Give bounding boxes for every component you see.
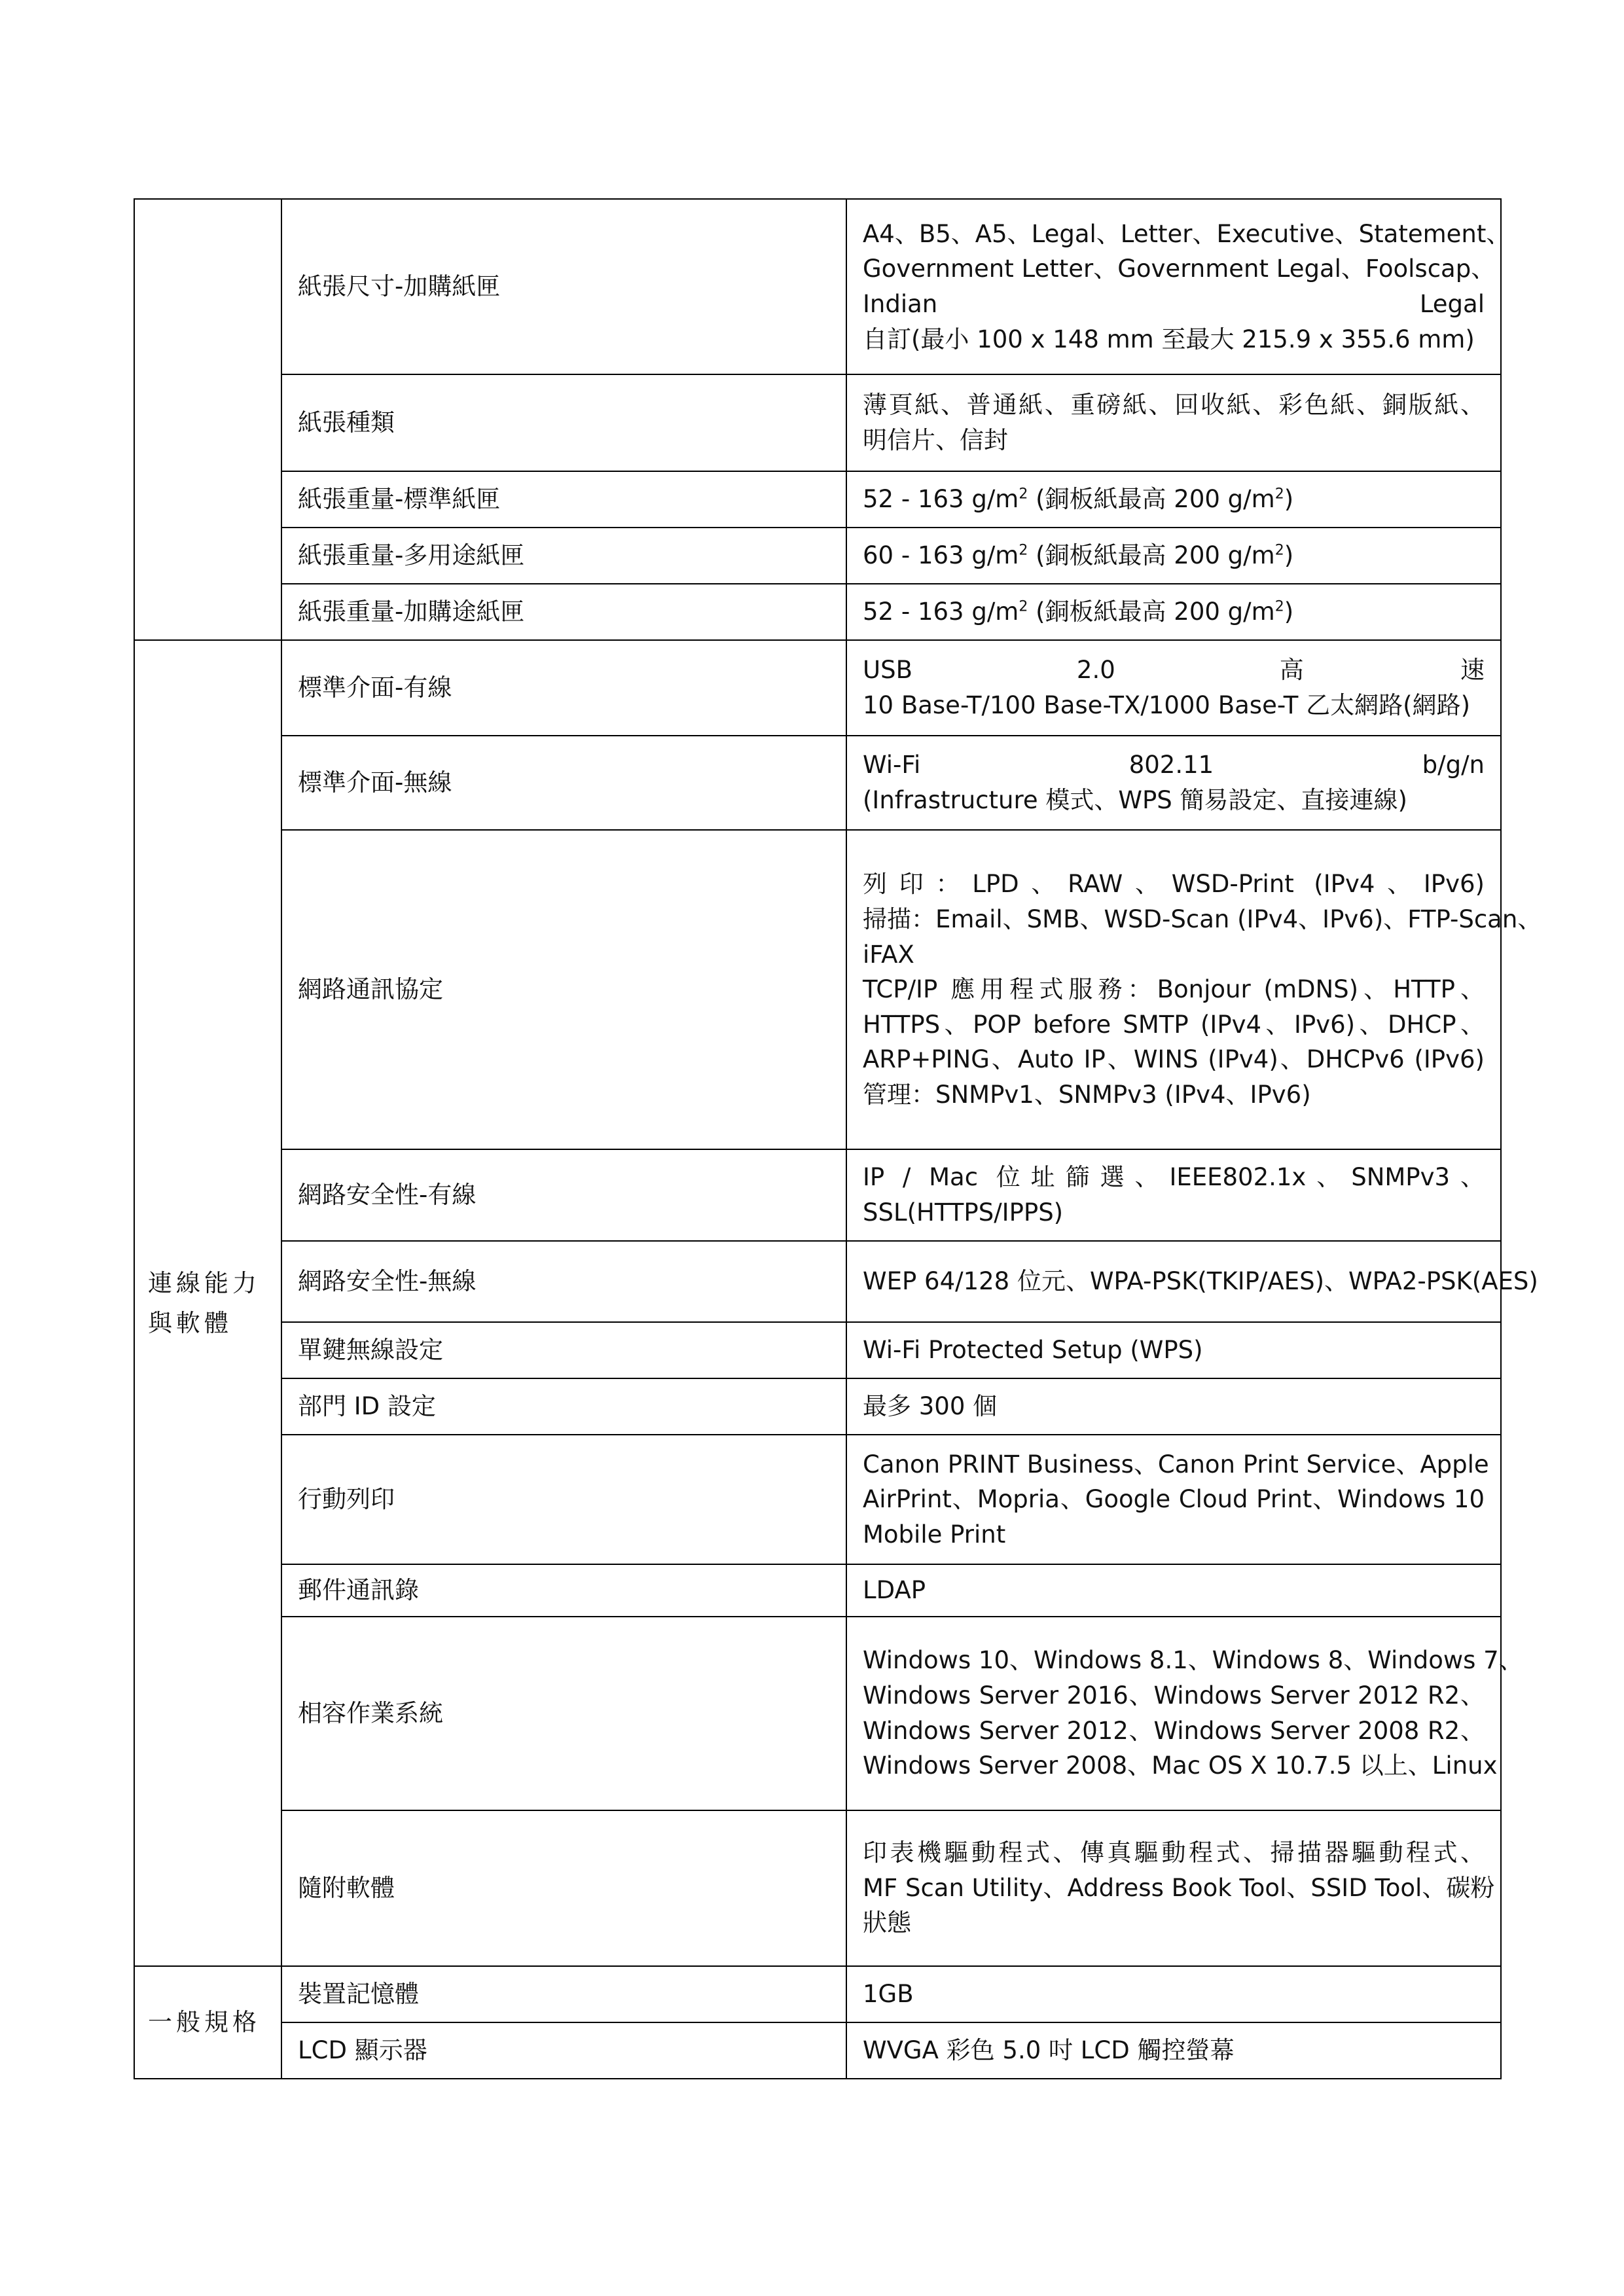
spec-value-line: A4、B5、A5、Legal、Letter、Executive、Statement、 [863,219,1511,248]
paper-weight-value [863,538,1485,573]
weight-close-paren: ) [1284,485,1294,514]
spec-value-line: HTTPS、POP before SMTP (IPv4、IPv6)、DHCP、 [863,1010,1485,1039]
superscript-2: 2 [1019,598,1028,615]
superscript-2: 2 [1019,542,1028,559]
spec-label: 紙張種類 [281,374,846,471]
spec-label: 單鍵無線設定 [281,1322,846,1378]
spec-label: 紙張重量-標準紙匣 [281,471,846,528]
spec-row [134,1322,1501,1378]
spec-value [846,736,1501,830]
spec-value [846,2022,1501,2079]
spec-value-line: LDAP [863,1576,926,1604]
spec-value [846,1322,1501,1378]
spec-value-line: 掃描：Email、SMB、WSD-Scan (IPv4、IPv6)、FTP-Scan、 [863,905,1542,933]
spec-value-line: AirPrint、Mopria、Google Cloud Print、Windows 10 [863,1485,1485,1514]
spec-value [846,1966,1501,2022]
weight-coated-max: (銅板紙最高 200 g/m [1028,485,1275,514]
spec-value-line: WEP 64/128 位元、WPA-PSK(TKIP/AES)、WPA2-PSK(AES) [863,1267,1538,1296]
spec-row [134,1149,1501,1241]
spec-row [134,1435,1501,1564]
spec-value-line: iFAX [863,940,914,969]
spec-label: 網路通訊協定 [281,830,846,1149]
spec-label: 紙張重量-多用途紙匣 [281,528,846,584]
spec-value-line: Mobile Print [863,1520,1006,1549]
spec-value [846,1378,1501,1435]
spec-value-line: 列印：LPD、RAW、WSD-Print (IPv4、IPv6) [863,870,1485,899]
spec-value-line: TCP/IP 應用程式服務：Bonjour (mDNS)、HTTP、 [863,975,1485,1004]
spec-value-line: ARP+PING、Auto IP、WINS (IPv4)、DHCPv6 (IPv6) [863,1045,1485,1074]
category-cell: 連線能力與軟體 [134,640,281,1966]
weight-close-paren: ) [1284,598,1294,626]
spec-label: 網路安全性-無線 [281,1241,846,1322]
spec-value-line: IP / Mac 位址篩選、IEEE802.1x、SNMPv3、 [863,1163,1485,1192]
spec-value-line: Windows 10、Windows 8.1、Windows 8、Windows 7、 [863,1646,1523,1675]
spec-label: 相容作業系統 [281,1617,846,1810]
spec-row [134,830,1501,1149]
spec-value [846,640,1501,736]
spec-row [134,2022,1501,2079]
paper-weight-value [863,594,1485,630]
spec-table [134,198,1542,2079]
spec-label: 行動列印 [281,1435,846,1564]
spec-row [134,1241,1501,1322]
spec-value [846,1435,1501,1564]
spec-label: 裝置記憶體 [281,1966,846,2022]
weight-range: 60 - 163 g/m [863,541,1019,570]
spec-row [134,528,1501,584]
spec-value [846,1149,1501,1241]
spec-value [846,1241,1538,1322]
spec-label: 郵件通訊錄 [281,1564,846,1617]
spec-row [134,584,1501,640]
spec-value-line: Indian Legal [863,290,1485,318]
spec-value-line: (Infrastructure 模式、WPS 簡易設定、直接連線) [863,786,1407,814]
spec-row [134,640,1501,736]
spec-value-line: 管理：SNMPv1、SNMPv3 (IPv4、IPv6) [863,1081,1311,1109]
spec-value [846,528,1501,584]
spec-value-line: Wi-Fi Protected Setup (WPS) [863,1336,1203,1365]
spec-row [134,1966,1501,2022]
spec-value [846,471,1501,528]
spec-row [134,1564,1501,1617]
spec-value-line: 10 Base-T/100 Base-TX/1000 Base-T 乙太網路(網路) [863,691,1471,719]
spec-row [134,471,1501,528]
weight-range: 52 - 163 g/m [863,485,1019,514]
spec-value-line: SSL(HTTPS/IPPS) [863,1198,1064,1227]
spec-value-line: 自訂(最小 100 x 148 mm 至最大 215.9 x 355.6 mm) [863,325,1475,353]
category-cell: 一般規格 [134,1966,281,2079]
spec-row [134,199,1501,374]
spec-value-line: Windows Server 2016、Windows Server 2012 R2、 [863,1681,1485,1710]
spec-value [846,1810,1501,1966]
spec-label: 網路安全性-有線 [281,1149,846,1241]
spec-value-line: Wi-Fi 802.11 b/g/n [863,751,1485,780]
spec-value-line: Government Letter、Government Legal、Foolscap、 [863,255,1496,283]
weight-range: 52 - 163 g/m [863,598,1019,626]
paper-weight-value [863,482,1485,517]
spec-value-line: 最多 300 個 [863,1392,998,1421]
spec-value [846,199,1511,374]
spec-row [134,736,1501,830]
spec-label: LCD 顯示器 [281,2022,846,2079]
spec-value-line: Windows Server 2012、Windows Server 2008 R2、 [863,1716,1485,1745]
spec-value-line: 1GB [863,1979,914,2008]
weight-close-paren: ) [1284,541,1294,570]
spec-label: 標準介面-有線 [281,640,846,736]
spec-value-line: WVGA 彩色 5.0 吋 LCD 觸控螢幕 [863,2036,1235,2064]
weight-coated-max: (銅板紙最高 200 g/m [1028,541,1275,570]
spec-value-line: MF Scan Utility、Address Book Tool、SSID Tool、碳粉 [863,1873,1495,1902]
spec-value-line: Canon PRINT Business、Canon Print Service、Apple [863,1450,1489,1479]
spec-table-body [134,199,1542,2079]
spec-label: 標準介面-無線 [281,736,846,830]
spec-row [134,374,1501,471]
spec-value [846,830,1542,1149]
spec-row [134,1810,1501,1966]
spec-value-line: USB 2.0 高速 [863,656,1485,685]
spec-value [846,584,1501,640]
spec-value-line: Windows Server 2008、Mac OS X 10.7.5 以上、Linux [863,1751,1498,1780]
weight-coated-max: (銅板紙最高 200 g/m [1028,598,1275,626]
spec-value-line: 印表機驅動程式、傳真驅動程式、掃描器驅動程式、 [863,1839,1485,1867]
category-cell [134,199,281,640]
spec-row [134,1378,1501,1435]
spec-value-line: 狀態 [863,1909,911,1937]
spec-value [846,1564,1501,1617]
spec-value-line: 薄頁紙、普通紙、重磅紙、回收紙、彩色紙、銅版紙、 [863,391,1485,420]
spec-label: 紙張重量-加購途紙匣 [281,584,846,640]
spec-value-line: 明信片、信封 [863,426,1008,454]
spec-value [846,374,1501,471]
superscript-2: 2 [1274,486,1284,503]
superscript-2: 2 [1019,486,1028,503]
spec-label: 紙張尺寸-加購紙匣 [281,199,846,374]
spec-label: 部門 ID 設定 [281,1378,846,1435]
spec-row [134,1617,1501,1810]
spec-value [846,1617,1523,1810]
superscript-2: 2 [1274,598,1284,615]
superscript-2: 2 [1274,542,1284,559]
spec-label: 隨附軟體 [281,1810,846,1966]
